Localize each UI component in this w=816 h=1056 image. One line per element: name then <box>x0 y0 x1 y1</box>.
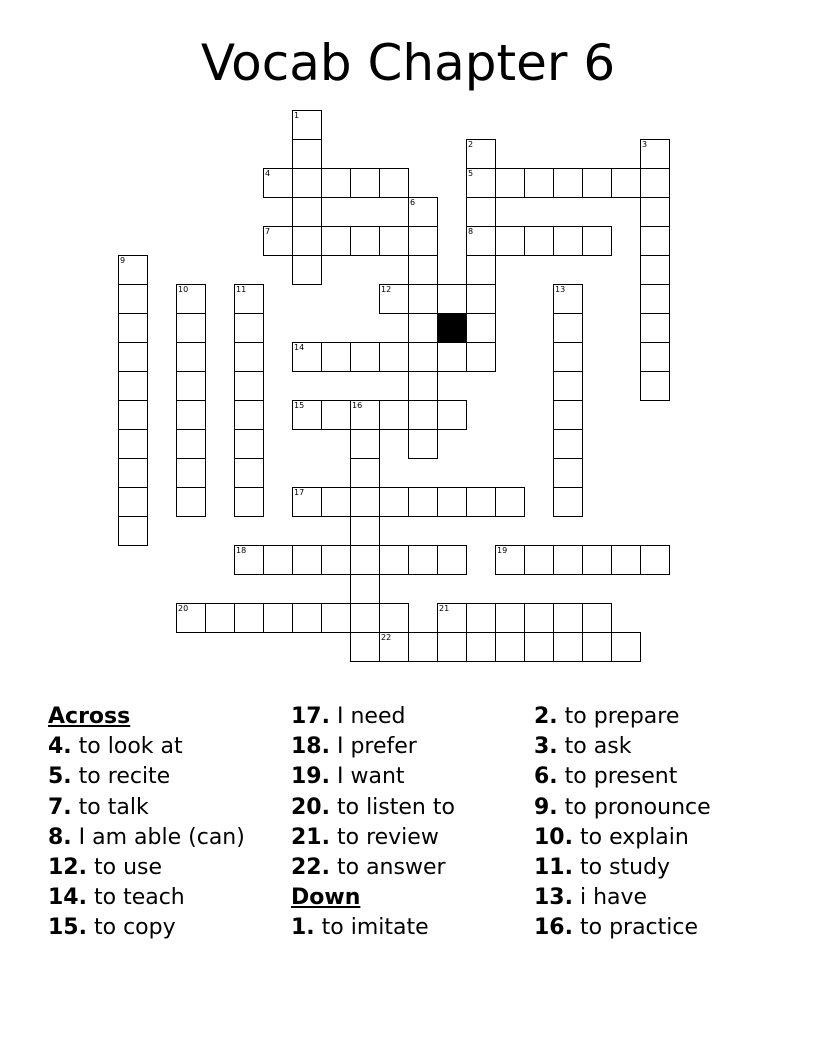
clues-column-1 <box>48 702 245 944</box>
clue-number: 18 <box>236 546 247 555</box>
grid-cell[interactable] <box>640 139 670 169</box>
grid-cell[interactable] <box>234 342 264 372</box>
clue-number: 8 <box>468 227 474 236</box>
across-clue <box>291 732 455 762</box>
grid-cell[interactable] <box>176 400 206 430</box>
grid-cell[interactable] <box>553 226 583 256</box>
clue-text: to look at <box>78 734 183 760</box>
clue-number: 7 <box>265 227 271 236</box>
grid-cell[interactable] <box>321 487 351 517</box>
clue-text: i have <box>579 885 648 911</box>
down-clue <box>534 702 711 732</box>
grid-cell[interactable] <box>350 574 380 604</box>
grid-cell[interactable] <box>466 255 496 285</box>
clue-text: I prefer <box>336 734 417 760</box>
grid-cell[interactable] <box>495 226 525 256</box>
down-clue <box>291 913 455 943</box>
grid-cell[interactable] <box>263 168 293 198</box>
grid-cell[interactable] <box>176 313 206 343</box>
grid-cell[interactable] <box>437 284 467 314</box>
grid-cell[interactable] <box>408 371 438 401</box>
clue-text: to listen to <box>336 794 455 820</box>
blocked-cell <box>437 313 467 343</box>
grid-cell[interactable] <box>350 545 380 575</box>
grid-cell[interactable] <box>582 603 612 633</box>
grid-cell[interactable] <box>553 371 583 401</box>
down-heading: Down <box>291 885 361 911</box>
grid-cell[interactable] <box>553 545 583 575</box>
grid-cell[interactable] <box>553 632 583 662</box>
grid-cell[interactable] <box>640 313 670 343</box>
grid-cell[interactable] <box>350 400 380 430</box>
grid-cell[interactable] <box>553 342 583 372</box>
clue-text: to use <box>93 855 163 881</box>
grid-cell[interactable] <box>118 400 148 430</box>
clue-text: to answer <box>336 855 446 881</box>
across-clue <box>48 913 245 943</box>
grid-cell[interactable] <box>350 429 380 459</box>
clue-label-number: 2. <box>534 704 558 729</box>
grid-cell[interactable] <box>292 603 322 633</box>
grid-cell[interactable] <box>350 226 380 256</box>
grid-cell[interactable] <box>234 313 264 343</box>
grid-cell[interactable] <box>408 313 438 343</box>
grid-cell[interactable] <box>582 545 612 575</box>
grid-cell[interactable] <box>292 110 322 140</box>
grid-cell[interactable] <box>553 284 583 314</box>
grid-cell[interactable] <box>408 255 438 285</box>
clue-text: I am able (can) <box>78 824 245 850</box>
grid-cell[interactable] <box>350 168 380 198</box>
grid-cell[interactable] <box>408 632 438 662</box>
grid-cell[interactable] <box>176 284 206 314</box>
grid-cell[interactable] <box>118 429 148 459</box>
grid-cell[interactable] <box>611 545 641 575</box>
grid-cell[interactable] <box>524 226 554 256</box>
across-clue <box>291 853 455 883</box>
grid-cell[interactable] <box>437 632 467 662</box>
down-clue <box>534 823 711 853</box>
grid-cell[interactable] <box>379 603 409 633</box>
across-heading: Across <box>48 704 131 729</box>
down-clue <box>534 913 711 943</box>
grid-cell[interactable] <box>379 487 409 517</box>
clue-label-number: 12. <box>48 855 87 881</box>
clue-number: 1 <box>294 111 300 120</box>
grid-cell[interactable] <box>205 603 235 633</box>
grid-cell[interactable] <box>640 371 670 401</box>
clue-label-number: 14. <box>48 885 87 911</box>
grid-cell[interactable] <box>350 603 380 633</box>
clue-number: 6 <box>410 198 416 207</box>
clue-number: 15 <box>294 401 305 410</box>
clue-number: 12 <box>381 285 392 294</box>
grid-cell[interactable] <box>408 197 438 227</box>
grid-cell[interactable] <box>553 603 583 633</box>
down-clue <box>534 762 711 792</box>
grid-cell[interactable] <box>640 284 670 314</box>
grid-cell[interactable] <box>234 603 264 633</box>
across-clue <box>291 823 455 853</box>
grid-cell[interactable] <box>379 400 409 430</box>
grid-cell[interactable] <box>408 342 438 372</box>
clue-label-number: 9. <box>534 794 558 820</box>
grid-cell[interactable] <box>350 516 380 546</box>
down-clue <box>534 793 711 823</box>
clue-label-number: 15. <box>48 915 87 941</box>
grid-cell[interactable] <box>408 487 438 517</box>
clue-number: 3 <box>642 140 648 149</box>
grid-cell[interactable] <box>350 487 380 517</box>
grid-cell[interactable] <box>263 545 293 575</box>
grid-cell[interactable] <box>234 458 264 488</box>
grid-cell[interactable] <box>495 545 525 575</box>
clue-text: to imitate <box>321 915 429 941</box>
clue-number: 22 <box>381 633 392 642</box>
grid-cell[interactable] <box>466 487 496 517</box>
clue-text: to pronounce <box>564 794 711 820</box>
grid-cell[interactable] <box>582 632 612 662</box>
grid-cell[interactable] <box>292 197 322 227</box>
clue-label-number: 18. <box>291 734 330 760</box>
grid-cell[interactable] <box>234 545 264 575</box>
page-title: Vocab Chapter 6 <box>200 34 616 92</box>
across-clue <box>291 793 455 823</box>
grid-cell[interactable] <box>553 400 583 430</box>
clue-label-number: 6. <box>534 764 558 790</box>
grid-cell[interactable] <box>640 168 670 198</box>
clue-label-number: 19. <box>291 764 330 790</box>
clue-number: 2 <box>468 140 474 149</box>
grid-cell[interactable] <box>118 371 148 401</box>
down-clue <box>534 853 711 883</box>
grid-cell[interactable] <box>466 284 496 314</box>
grid-cell[interactable] <box>379 284 409 314</box>
clue-text: to explain <box>579 824 689 850</box>
across-clue <box>291 702 455 732</box>
clue-number: 21 <box>439 604 450 613</box>
grid-cell[interactable] <box>466 603 496 633</box>
clue-text: to study <box>579 855 671 881</box>
clue-text: I want <box>336 764 405 790</box>
grid-cell[interactable] <box>611 168 641 198</box>
clue-number: 9 <box>120 256 126 265</box>
clue-label-number: 4. <box>48 734 72 760</box>
grid-cell[interactable] <box>466 313 496 343</box>
grid-cell[interactable] <box>466 226 496 256</box>
grid-cell[interactable] <box>466 632 496 662</box>
grid-cell[interactable] <box>176 371 206 401</box>
clue-label-number: 1. <box>291 915 315 941</box>
clue-text: to copy <box>93 915 176 941</box>
grid-cell[interactable] <box>292 226 322 256</box>
grid-cell[interactable] <box>263 226 293 256</box>
grid-cell[interactable] <box>321 342 351 372</box>
grid-cell[interactable] <box>408 545 438 575</box>
grid-cell[interactable] <box>524 168 554 198</box>
down-clue <box>534 732 711 762</box>
grid-cell[interactable] <box>640 255 670 285</box>
grid-cell[interactable] <box>176 487 206 517</box>
grid-cell[interactable] <box>234 284 264 314</box>
grid-cell[interactable] <box>408 400 438 430</box>
grid-cell[interactable] <box>118 255 148 285</box>
grid-cell[interactable] <box>379 545 409 575</box>
grid-cell[interactable] <box>495 487 525 517</box>
clue-number: 19 <box>497 546 508 555</box>
clue-label-number: 13. <box>534 885 573 911</box>
grid-cell[interactable] <box>408 284 438 314</box>
grid-cell[interactable] <box>437 487 467 517</box>
clue-text: to practice <box>579 915 699 941</box>
across-clue <box>48 883 245 913</box>
grid-cell[interactable] <box>553 168 583 198</box>
clue-text: to teach <box>93 885 185 911</box>
clue-number: 17 <box>294 488 305 497</box>
grid-cell[interactable] <box>466 139 496 169</box>
grid-cell[interactable] <box>292 487 322 517</box>
across-clue <box>48 823 245 853</box>
clue-label-number: 5. <box>48 764 72 790</box>
grid-cell[interactable] <box>640 226 670 256</box>
grid-cell[interactable] <box>292 342 322 372</box>
grid-cell[interactable] <box>495 603 525 633</box>
grid-cell[interactable] <box>379 226 409 256</box>
grid-cell[interactable] <box>466 168 496 198</box>
clue-number: 11 <box>236 285 247 294</box>
grid-cell[interactable] <box>350 342 380 372</box>
grid-cell[interactable] <box>263 603 293 633</box>
grid-cell[interactable] <box>234 429 264 459</box>
grid-cell[interactable] <box>640 545 670 575</box>
grid-cell[interactable] <box>437 400 467 430</box>
grid-cell[interactable] <box>321 400 351 430</box>
clue-label-number: 16. <box>534 915 573 941</box>
clues-column-3 <box>534 702 711 944</box>
grid-cell[interactable] <box>611 632 641 662</box>
across-clue <box>48 762 245 792</box>
grid-cell[interactable] <box>176 429 206 459</box>
clue-label-number: 7. <box>48 794 72 820</box>
clue-number: 13 <box>555 285 566 294</box>
grid-cell[interactable] <box>321 168 351 198</box>
across-clue <box>48 853 245 883</box>
clue-label-number: 3. <box>534 734 558 760</box>
grid-cell[interactable] <box>292 545 322 575</box>
clue-text: to talk <box>78 794 149 820</box>
grid-cell[interactable] <box>408 429 438 459</box>
clue-number: 14 <box>294 343 305 352</box>
grid-cell[interactable] <box>234 400 264 430</box>
clue-number: 4 <box>265 169 271 178</box>
grid-cell[interactable] <box>582 168 612 198</box>
grid-cell[interactable] <box>350 632 380 662</box>
grid-cell[interactable] <box>640 197 670 227</box>
grid-cell[interactable] <box>524 632 554 662</box>
grid-cell[interactable] <box>437 603 467 633</box>
grid-cell[interactable] <box>234 371 264 401</box>
grid-cell[interactable] <box>553 458 583 488</box>
clue-label-number: 8. <box>48 824 72 850</box>
clue-text: to review <box>336 824 439 850</box>
grid-cell[interactable] <box>553 429 583 459</box>
clue-text: to ask <box>564 734 632 760</box>
grid-cell[interactable] <box>321 226 351 256</box>
grid-cell[interactable] <box>379 168 409 198</box>
grid-cell[interactable] <box>466 197 496 227</box>
clue-number: 16 <box>352 401 363 410</box>
grid-cell[interactable] <box>176 603 206 633</box>
grid-cell[interactable] <box>292 400 322 430</box>
grid-cell[interactable] <box>466 342 496 372</box>
clue-label-number: 17. <box>291 704 330 729</box>
grid-cell[interactable] <box>408 226 438 256</box>
clue-number: 10 <box>178 285 189 294</box>
grid-cell[interactable] <box>118 458 148 488</box>
clue-number: 20 <box>178 604 189 613</box>
grid-cell[interactable] <box>292 168 322 198</box>
grid-cell[interactable] <box>495 168 525 198</box>
grid-cell[interactable] <box>495 632 525 662</box>
grid-cell[interactable] <box>176 458 206 488</box>
grid-cell[interactable] <box>524 603 554 633</box>
grid-cell[interactable] <box>292 139 322 169</box>
across-clue <box>48 732 245 762</box>
grid-cell[interactable] <box>379 342 409 372</box>
grid-cell[interactable] <box>118 516 148 546</box>
grid-cell[interactable] <box>118 284 148 314</box>
grid-cell[interactable] <box>553 313 583 343</box>
across-clue <box>48 793 245 823</box>
grid-cell[interactable] <box>640 342 670 372</box>
grid-cell[interactable] <box>350 458 380 488</box>
grid-cell[interactable] <box>321 545 351 575</box>
down-clue <box>534 883 711 913</box>
grid-cell[interactable] <box>118 342 148 372</box>
grid-cell[interactable] <box>321 603 351 633</box>
clue-text: I need <box>336 704 406 729</box>
grid-cell[interactable] <box>234 487 264 517</box>
clue-number: 5 <box>468 169 474 178</box>
grid-cell[interactable] <box>292 255 322 285</box>
clue-label-number: 10. <box>534 824 573 850</box>
clue-label-number: 11. <box>534 855 573 881</box>
clue-label-number: 21. <box>291 824 330 850</box>
grid-cell[interactable] <box>118 313 148 343</box>
grid-cell[interactable] <box>176 342 206 372</box>
clues-column-2 <box>291 702 455 944</box>
across-clue <box>291 762 455 792</box>
grid-cell[interactable] <box>437 342 467 372</box>
clue-label-number: 22. <box>291 855 330 881</box>
grid-cell[interactable] <box>524 545 554 575</box>
grid-cell[interactable] <box>553 487 583 517</box>
grid-cell[interactable] <box>379 632 409 662</box>
grid-cell[interactable] <box>118 487 148 517</box>
grid-cell[interactable] <box>582 226 612 256</box>
clue-text: to prepare <box>564 704 680 729</box>
clue-text: to present <box>564 764 678 790</box>
clue-text: to recite <box>78 764 171 790</box>
grid-cell[interactable] <box>437 545 467 575</box>
clue-label-number: 20. <box>291 794 330 820</box>
